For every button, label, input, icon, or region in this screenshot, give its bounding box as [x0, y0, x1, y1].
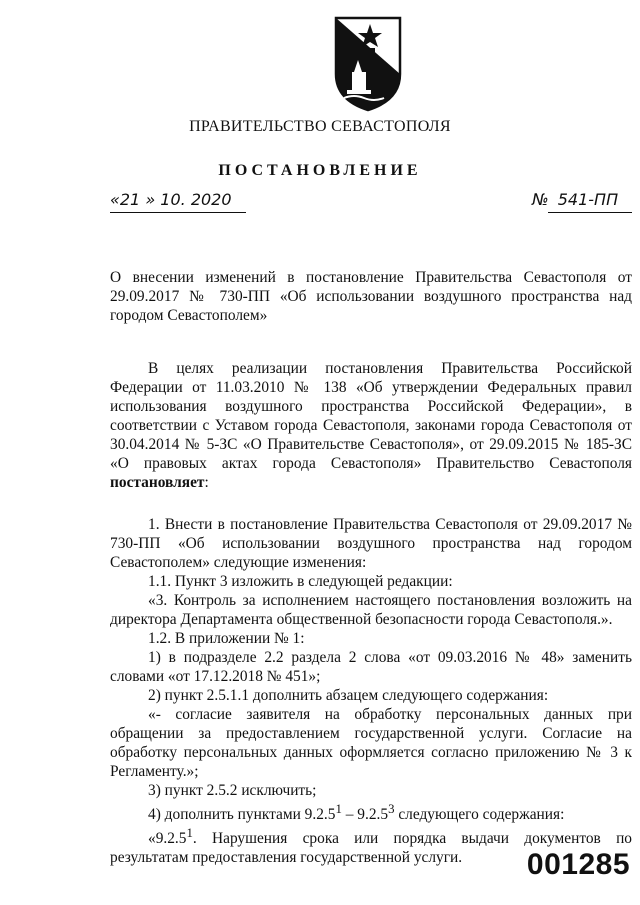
preamble-text: В целях реализации постановления Правительства Российской Федерации от 11.03.2010 № 138 «Об утверждении Федеральных правил использования воздушного пространства Российской Федерации», в соответствии с Уставом города Севастополя, законами города Севастополя от 30.04.2014 № 5-ЗС «О Правительстве Севастополя», от 29.09.2015 № 185-ЗС «О правовых актах города Севастополя» Правительство Севастополя: [110, 360, 632, 472]
clause-1-1: 1.1. Пункт 3 изложить в следующей редакции:: [148, 573, 453, 590]
number-value: 541-ПП: [557, 190, 619, 209]
item-4-sup-1: 1: [335, 802, 342, 816]
decree-title: О внесении изменений в постановление Правительства Севастополя от 29.09.2017 № 730-ПП «Об использовании воздушного пространства над городом Севастополем»: [110, 269, 632, 324]
number-prefix: №: [532, 190, 549, 209]
clause-1-2-item-2: 2) пункт 2.5.1.1 дополнить абзацем следующего содержания:: [148, 687, 549, 704]
clause-1: 1. Внести в постановление Правительства Севастополя от 29.09.2017 № 730-ПП «Об использовании воздушного пространства над городом Севастополем» следующие изменения:: [110, 516, 632, 571]
clause-1-2: 1.2. В приложении № 1:: [148, 630, 305, 647]
document-serial-number: 001285: [526, 848, 630, 881]
preamble: [110, 359, 632, 492]
clause-9-2-5-1-sup: 1: [186, 826, 193, 841]
item-4-text-a: 4) дополнить пунктами 9.2.5: [148, 806, 336, 824]
item-4-text-b: – 9.2.5: [341, 806, 389, 824]
clause-1-2-item-3: 3) пункт 2.5.2 исключить;: [148, 782, 317, 799]
item-4-text-c: следующего содержания:: [394, 806, 565, 824]
clause-1-1-text: «3. Контроль за исполнением настоящего постановления возложить на директора Департамента общественной безопасности города Севастополя.».: [110, 592, 632, 628]
clause-9-2-5-1-text-b: . Нарушения срока или порядка выдачи документов по результатам предоставления государственной услуги.: [110, 830, 632, 867]
clause-1-2-item-4: [110, 800, 632, 824]
decree-date: «21 » 10. 2020: [110, 190, 232, 209]
preamble-bold-word: постановляет: [110, 474, 205, 491]
item-4-sup-2: 3: [388, 802, 395, 816]
sevastopol-coat-of-arms: [330, 14, 406, 114]
clause-1-2-item-1: 1) в подразделе 2.2 раздела 2 слова «от 09.03.2016 № 48» заменить словами «от 17.12.2018 № 451»;: [110, 649, 632, 685]
document-type-heading: ПОСТАНОВЛЕНИЕ: [218, 162, 422, 179]
government-title: ПРАВИТЕЛЬСТВО СЕВАСТОПОЛЯ: [189, 118, 451, 135]
preamble-ending: :: [204, 474, 209, 491]
clause-9-2-5-1-text-a: «9.2.5: [148, 830, 187, 848]
clause-1-2-item-2-text: «- согласие заявителя на обработку персональных данных при обращении за предоставлением государственной услуги. Согласие на обработку персональных данных оформляется согласно приложению № 3 к Регламенту.»;: [110, 706, 632, 780]
decree-body: [110, 515, 632, 867]
decree-number: [532, 190, 618, 209]
